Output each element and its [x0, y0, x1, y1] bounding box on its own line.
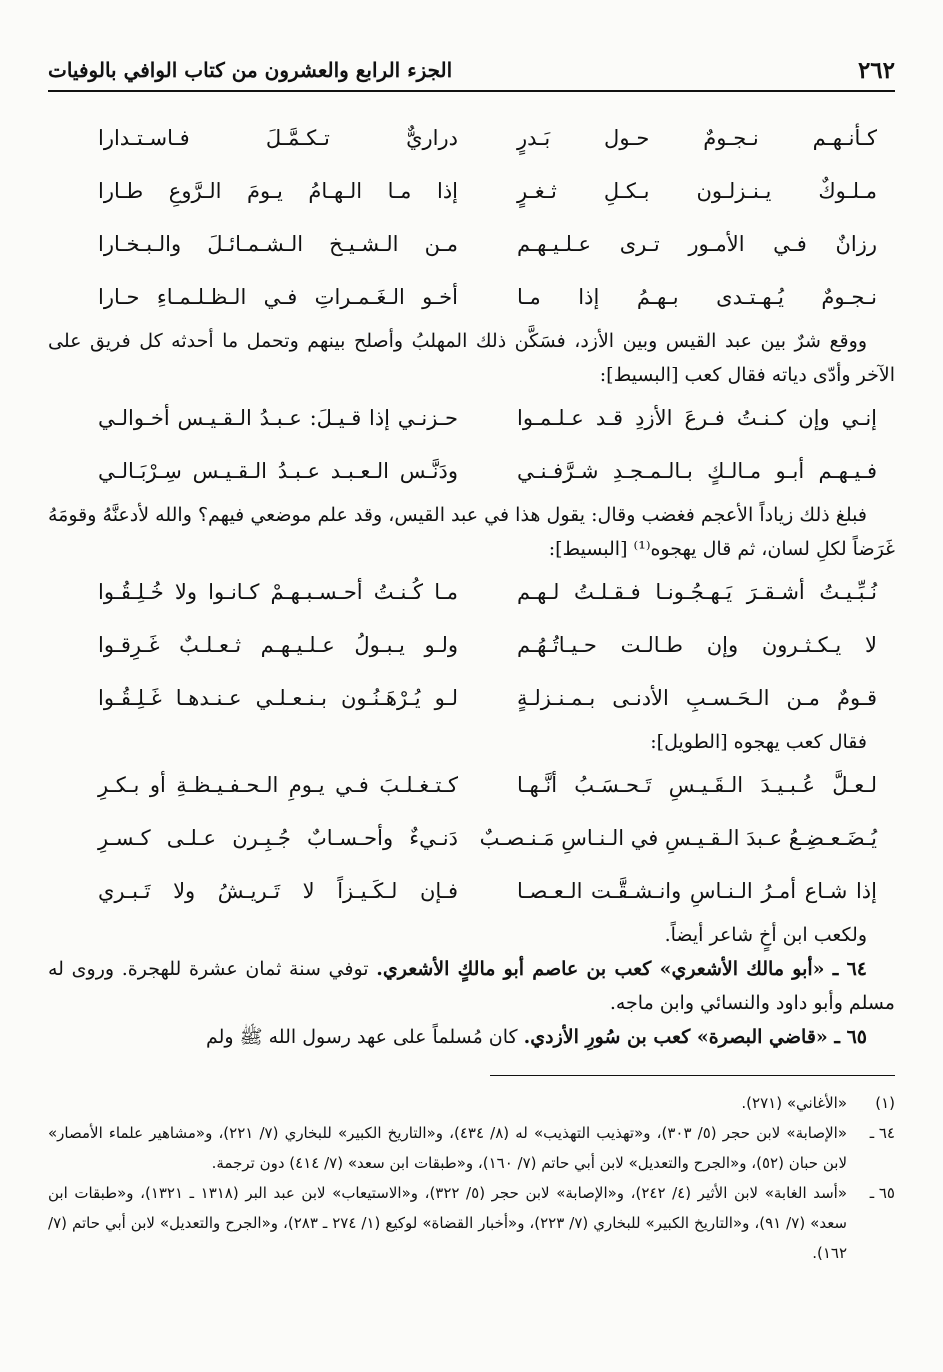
verse-first-hemistich: كـأنـهـم نـجـومٌ حـول بَـدرٍ [517, 126, 877, 150]
verse-first-hemistich: نُـبِّـيـتُ أشـقـرَ يَـهـجُـونـا فـقـلـتُ لـهـم [517, 580, 877, 604]
footnote-text: «أسد الغابة» لابن الأثير (٤/ ٢٤٢)، و«الإصابة» لابن حجر (٥/ ٣٢٢)، و«الاستيعاب» لابن عبد البر (١٣١٨ ـ ١٣٢١)، و«طبقات ابن سعد» (٧/ ٩١)، و«التاريخ الكبير» للبخاري (٧/ ٢٢٣)، و«أخبار القضاة» لوكيع (١/ ٢٧٤ ـ ٢٨٣)، و«الجرح والتعديل» لابن أبي حاتم (٧/ ١٦٢). [48, 1184, 848, 1262]
verse-first-hemistich: قـومٌ مـن الـحَـسـبِ الأدنـى بـمـنـزلـةٍ [517, 686, 877, 710]
entry-heading: ٦٥ ـ «قاضي البصرة» كعب بن سُورِ الأزدي. [523, 1026, 867, 1048]
verse-line [48, 672, 895, 725]
verse-first-hemistich: إنـي وإن كـنـتُ فـرعَ الأزدِ قـد عـلـمـوا [517, 406, 877, 430]
verse-first-hemistich: نـجـومٌ يُـهـتـدى بـهـمُ إذا مـا [517, 285, 877, 309]
prose-paragraph: ولكعب ابن أخٍ شاعر أيضاً. [664, 924, 867, 946]
page-number: ٢٦٢ [857, 56, 895, 84]
verse-second-hemistich: دَنـيءٌ وأحـسـابٌ جُـبِـرن عـلـى كـسـرِ [98, 826, 458, 850]
verse-second-hemistich: ولـو يـبـولُ عـلـيـهـم ثـعـلـبٌ غَـرِقـوا [98, 633, 458, 657]
entry-text: توفي سنة ثمان عشرة للهجرة. وروى له مسلم وأبو داود والنسائي وابن ماجه. [48, 958, 895, 1014]
verse-line [48, 445, 895, 498]
verse-first-hemistich: إذا شـاع أمـرُ الـنـاسِ وانـشـقَّـت الـعـصـا [517, 879, 877, 903]
verse-first-hemistich: مـلـوكٌ يـنـزلـون بـكـلِ ثـغـرٍ [517, 179, 877, 203]
entry-text: كان مُسلماً على عهد رسول الله ﷺ ولم [205, 1026, 518, 1048]
footnote-label: (١) [875, 1094, 895, 1112]
poem-3 [48, 566, 895, 725]
biography-entry-65 [48, 1020, 895, 1054]
footnote [48, 1178, 895, 1268]
verse-first-hemistich: فـيـهـم أبـو مـالـكٍ بـالـمـجـدِ شـرَّفـنـي [517, 459, 877, 483]
verse-line [48, 112, 895, 165]
verse-second-hemistich: إذا مـا الـهـامُ يـومَ الـرَّوعِ طـارا [98, 179, 458, 203]
verse-line [48, 865, 895, 918]
verse-second-hemistich: كـتـغـلـبَ فـي يـومِ الـحـفـيـظـةِ أو بـكـرِ [98, 773, 458, 797]
verse-line [48, 759, 895, 812]
verse-first-hemistich: يُـضَـعـضِـعُ عـبدَ الـقـيـسِ في الـنـاسِ مَـنـصـبٌ [479, 826, 877, 850]
prose-paragraph: فبلغ ذلك زياداً الأعجم فغضب وقال: يقول هذا في عبد القيس، وقد علم موضعي فيهم؟ والله لأدعنَّهُ وقومَهُ غَرَضاً لكلِ لسان، ثم قال يهجوه⁽¹⁾ [البسيط]: [48, 504, 895, 560]
verse-second-hemistich: مـا كُـنـتُ أحـسـبـهـمْ كـانـوا ولا خُـلِـقُـوا [98, 580, 458, 604]
page-body [48, 112, 895, 1054]
verse-second-hemistich: فـإن لـكَـيـزاً لا تَـريـشُ ولا تَـبـري [98, 879, 458, 903]
verse-second-hemistich: مـن الـشـيـخ الـشـمـائـلَ والـبـخـارا [98, 232, 458, 256]
verse-line [48, 271, 895, 324]
poem-4 [48, 759, 895, 918]
prose-paragraph: ووقع شرٌ بين عبد القيس وبين الأزد، فسَكَّن ذلك المهلبُ وأصلح بينهم وتحمل ما أحدثه كل فريق على الآخر وأدّى دياته فقال كعب [البسيط]: [48, 330, 895, 386]
poem-2 [48, 392, 895, 498]
footnote-label: ٦٥ ـ [869, 1184, 895, 1202]
verse-line [48, 566, 895, 619]
page-header [48, 50, 895, 92]
footnote [48, 1118, 895, 1178]
verse-second-hemistich: دراريٌّ تـكـمَّـلَ فـاسـتـدارا [98, 126, 458, 150]
verse-line [48, 218, 895, 271]
verse-first-hemistich: لا يـكـثـرون وإن طـالـت حـيـاتُـهُـم [517, 633, 877, 657]
verse-second-hemistich: حـزنـي إذا قـيـلَ: عـبـدُ الـقـيـس أخـوالـي [98, 406, 458, 430]
footnote-text: «الإصابة» لابن حجر (٥/ ٣٠٣)، و«تهذيب التهذيب» له (٨/ ٤٣٤)، و«التاريخ الكبير» للبخاري (٧/ ٢٢١)، و«مشاهير علماء الأمصار» لابن حبان (٥٢)، و«الجرح والتعديل» لابن أبي حاتم (٧/ ١٦٠)، و«طبقات ابن سعد» (٧/ ٤١٤) دون ترجمة. [48, 1124, 847, 1172]
biography-entry-64 [48, 952, 895, 1020]
running-title: الجزء الرابع والعشرون من كتاب الوافي بالوفيات [48, 58, 453, 82]
verse-line [48, 619, 895, 672]
poem-1 [48, 112, 895, 324]
verse-line [48, 165, 895, 218]
footnote-label: ٦٤ ـ [869, 1124, 895, 1142]
footnote [48, 1088, 895, 1118]
verse-first-hemistich: رزانٌ فـي الأمـور تـرى عـلـيـهـم [517, 232, 877, 256]
prose-paragraph: فقال كعب يهجوه [الطويل]: [650, 731, 867, 753]
verse-line [48, 812, 895, 865]
verse-second-hemistich: لـو يُـرْهَـنُـون بـنـعـلـي عـنـدهـا غَـلِـقُـوا [98, 686, 458, 710]
verse-first-hemistich: لـعـلَّ عُـبـيـدَ الـقَـيـسِ تَـحـسَـبُ أنَّـهـا [517, 773, 877, 797]
entry-heading: ٦٤ ـ «أبو مالك الأشعري» كعب بن عاصم أبو مالكٍ الأشعري. [376, 958, 867, 980]
footnote-text: «الأغاني» (٢٧١). [741, 1094, 847, 1112]
verse-second-hemistich: أخـو الـغَـمـراتِ فـي الـظـلـمـاءِ حـارا [98, 285, 458, 309]
verse-second-hemistich: ودَنَّـس الـعـبـد عـبـدُ الـقـيـس سِـرْبَـالـي [98, 459, 458, 483]
verse-line [48, 392, 895, 445]
footnotes [48, 1088, 895, 1268]
footnote-separator [490, 1075, 895, 1076]
